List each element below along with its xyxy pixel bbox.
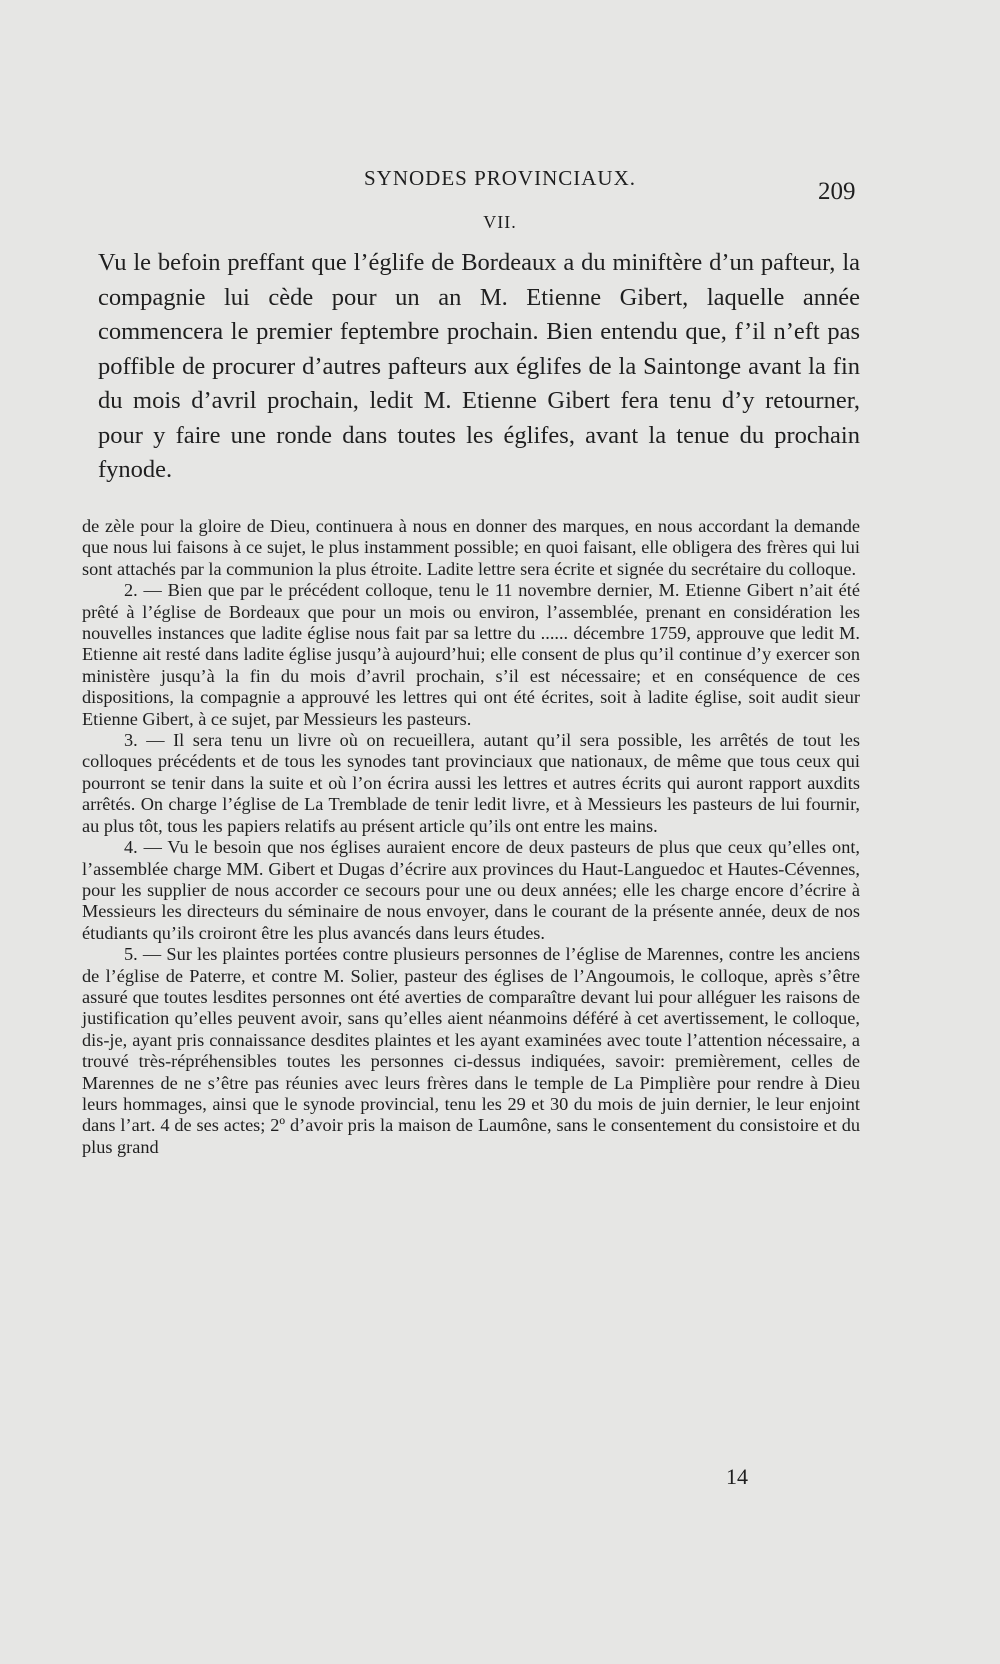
notes-block (82, 516, 860, 1158)
note-paragraph: 2. — Bien que par le précédent colloque, tenu le 11 novembre dernier, M. Etienne Gibert n’ait été prêté à l’église de Bordeaux que pour un mois ou environ, l’assemblée, prenant en considération les nouvelles instances que ladite église nous fait par sa lettre du ...... décembre 1759, approuve que ledit M. Etienne ait resté dans ladite église jusqu’à aujourd’hui; elle consent de plus qu’il continue d’y exercer son ministère jusqu’à la fin du mois d’avril prochain, s’il est nécessaire; et en conséquence de ces dispositions, la compagnie a approuvé les lettres qui ont été écrites, soit à ladite église, soit audit sieur Etienne Gibert, à ce sujet, par Messieurs les pasteurs. (82, 580, 860, 729)
signature-mark: 14 (726, 1464, 748, 1489)
article-body: Vu le befoin preffant que l’églife de Bordeaux a du miniftère d’un pafteur, la compagnie lui cède pour un an M. Etienne Gibert, laquelle année commencera le premier feptembre prochain. Bien entendu que, f’il n’eft pas poffible de procurer d’autres pafteurs aux églifes de la Saintonge avant la fin du mois d’avril prochain, ledit M. Etienne Gibert fera tenu d’y retourner, pour y faire une ronde dans toutes les églifes, avant la tenue du prochain fynode. (98, 249, 860, 483)
page-number: 209 (818, 178, 856, 205)
note-paragraph: 5. — Sur les plaintes portées contre plusieurs personnes de l’église de Marennes, contre les anciens de l’église de Paterre, et contre M. Solier, pasteur des églises de l’Angoumois, le colloque, après s’être assuré que toutes lesdites personnes ont été averties de comparaître devant lui pour alléguer les raisons de justification qu’elles peuvent avoir, sans qu’elles aient néanmoins déféré à cet avertissement, le colloque, dis-je, ayant pris connaissance desdites plaintes et les ayant examinées avec toute l’attention nécessaire, a trouvé très-répréhensibles toutes les personnes ci-dessus indiquées, savoir: premièrement, celles de Marennes de ne s’être pas réunies avec leurs frères dans le temple de La Pimplière pour rendre à Dieu leurs hommages, ainsi que le synode provincial, tenu les 29 et 30 du mois de juin dernier, le leur enjoint dans l’art. 4 de ses actes; 2º d’avoir pris la maison de Laumône, sans le consentement du consistoire et du plus grand (82, 944, 860, 1157)
note-paragraph: 3. — Il sera tenu un livre où on recueillera, autant qu’il sera possible, les arrêtés de tout les colloques précédents et de tous les synodes tant provinciaux que nationaux, de même que tous ceux qui pourront se tenir dans la suite et où l’on écrira aussi les lettres et autres écrits qui auront rapport auxdits arrêtés. On charge l’église de La Tremblade de tenir ledit livre, et à Messieurs les pasteurs de lui fournir, au plus tôt, tous les papiers relatifs au présent article qu’ils ont entre les mains. (82, 730, 860, 836)
running-title: SYNODES PROVINCIAUX. (363, 166, 637, 190)
note-paragraph: de zèle pour la gloire de Dieu, continuera à nous en donner des marques, en nous accordant la demande que nous lui faisons à ce sujet, le plus instamment possible; en quoi faisant, elle obligera des frères qui lui sont attachés par la communion la plus étroite. Ladite lettre sera écrite et signée du secrétaire du colloque. (82, 516, 860, 579)
note-paragraph: 4. — Vu le besoin que nos églises auraient encore de deux pasteurs de plus que ceux qu’elles ont, l’assemblée charge MM. Gibert et Dugas d’écrire aux provinces du Haut-Languedoc et Hautes-Cévennes, pour les supplier de nous accorder ce secours pour une ou deux années; elle les charge encore d’écrire à Messieurs les directeurs du séminaire de nous envoyer, dans le courant de la présente année, deux de nos étudiants qu’ils croiront être les plus avancés dans leurs études. (82, 837, 860, 943)
article-number: VII. (483, 212, 517, 232)
